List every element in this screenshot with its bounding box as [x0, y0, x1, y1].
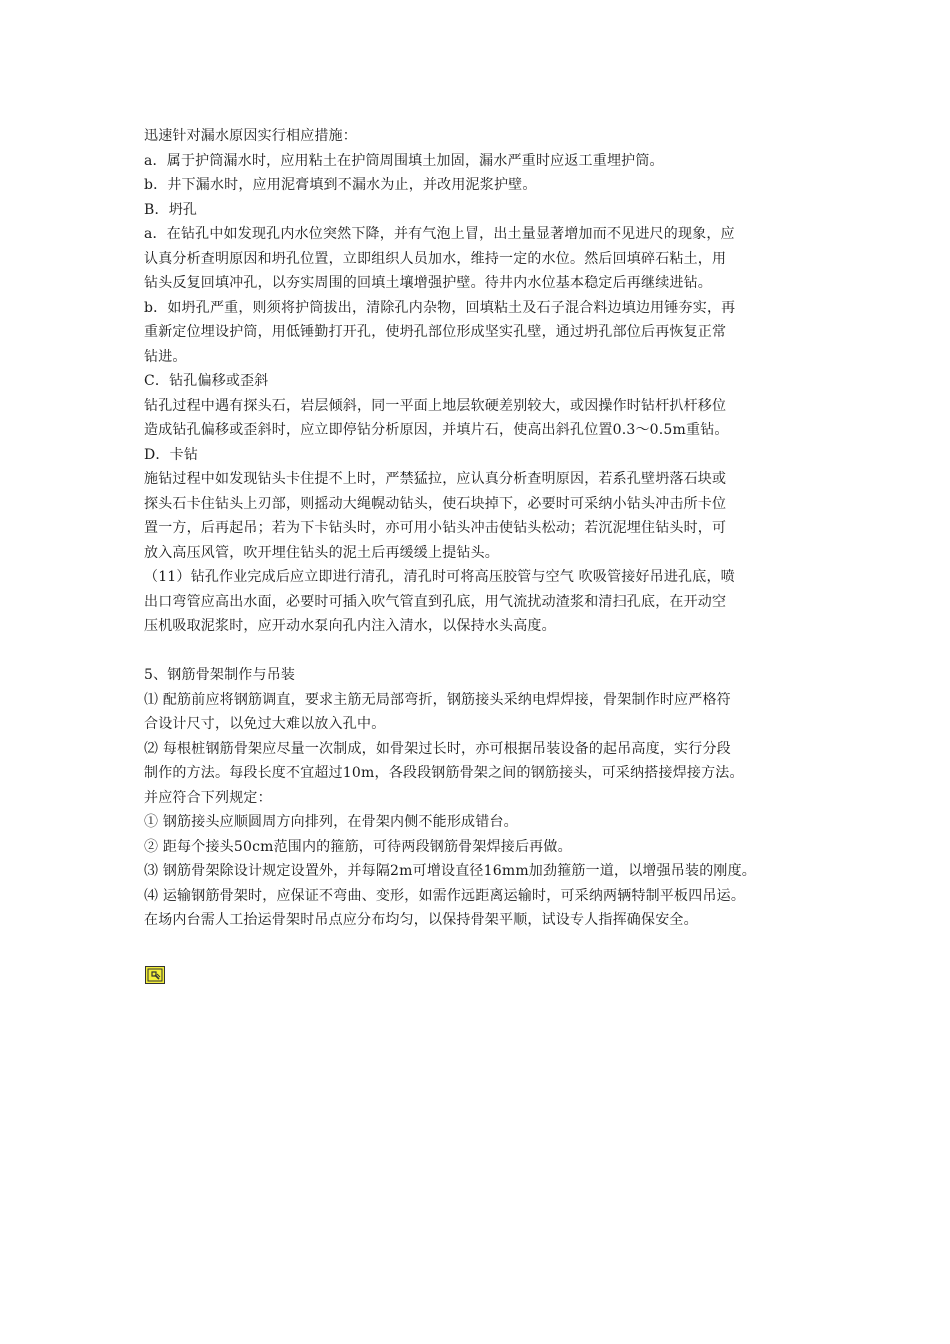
- text-line: ⑴ 配筋前应将钢筋调直，要求主筋无局部弯折，钢筋接头采纳电焊焊接，骨架制作时应严格符: [144, 691, 731, 708]
- text-line: 合设计尺寸，以免过大难以放入孔中。: [144, 716, 386, 732]
- text-line: ⑵ 每根桩钢筋骨架应尽量一次制成，如骨架过长时，亦可根据吊装设备的起吊高度，实行分段: [144, 740, 731, 757]
- text-line: 制作的方法。每段长度不宜超过10m，各段段钢筋骨架之间的钢筋接头，可采纳搭接焊接方法。: [144, 765, 744, 781]
- text-line: a．属于护筒漏水时，应用粘土在护筒周围填土加固，漏水严重时应返工重埋护筒。: [144, 152, 664, 169]
- text-line: 钻头反复回填冲孔，以夯实周围的回填土壤增强护壁。待井内水位基本稳定后再继续进钻。: [144, 275, 712, 291]
- text-line: b．如坍孔严重，则须将护筒拔出，清除孔内杂物，回填粘土及石子混合料边填边用锤夯实，再: [144, 299, 736, 316]
- text-line: 重新定位埋设护筒，用低锤勤打开孔，使坍孔部位形成坚实孔壁，通过坍孔部位后再恢复正常: [144, 324, 727, 340]
- text-line: ⑷ 运输钢筋骨架时，应保证不弯曲、变形，如需作远距离运输时，可采纳两辆特制平板四吊运。: [144, 887, 746, 904]
- text-block-rebar-cage: [144, 663, 824, 933]
- text-line: B．坍孔: [144, 201, 198, 218]
- text-line: ① 钢筋接头应顺圆周方向排列，在骨架内侧不能形成错台。: [144, 814, 518, 830]
- text-line: 认真分析查明原因和坍孔位置，立即组织人员加水，维持一定的水位。然后回填碎石粘土，用: [144, 250, 727, 267]
- text-line: ② 距每个接头50cm范围内的箍筋，可待两段钢筋骨架焊接后再做。: [144, 838, 572, 855]
- text-line: 迅速针对漏水原因实行相应措施：: [144, 128, 357, 144]
- text-line: 置一方，后再起吊；若为下卡钻头时，亦可用小钻头冲击使钻头松动；若沉泥埋住钻头时，可: [144, 520, 727, 536]
- text-line: 5、钢筋骨架制作与吊装: [144, 667, 296, 683]
- embedded-object-icon[interactable]: [145, 966, 165, 984]
- text-line: 钻进。: [144, 348, 187, 365]
- text-block-drilling-remedies: [144, 124, 824, 639]
- text-line: 造成钻孔偏移或歪斜时，应立即停钻分析原因，并填片石，使高出斜孔位置0.3～0.5m重钻。: [144, 422, 729, 438]
- text-line: D．卡钻: [144, 446, 199, 463]
- text-line: 出口弯管应高出水面，必要时可插入吹气管直到孔底，用气流扰动渣浆和清扫孔底，在开动空: [144, 593, 727, 610]
- text-line: 探头石卡住钻头上刃部，则摇动大绳幌动钻头，使石块掉下，必要时可采纳小钻头冲击所卡位: [144, 495, 727, 512]
- text-line: 压机吸取泥浆时，应开动水泵向孔内注入清水，以保持水头高度。: [144, 618, 556, 634]
- text-line: 放入高压风管，吹开埋住钻头的泥土后再缓缓上提钻头。: [144, 544, 499, 561]
- text-line: b．井下漏水时，应用泥膏填到不漏水为止，并改用泥浆护壁。: [144, 177, 537, 193]
- embedded-object-icon-graphic: [145, 966, 165, 984]
- text-line: 在场内台需人工抬运骨架时吊点应分布均匀，以保持骨架平顺，试设专人指挥确保安全。: [144, 912, 698, 928]
- text-line: 施钻过程中如发现钻头卡住提不上时，严禁猛拉，应认真分析查明原因，若系孔壁坍落石块或: [144, 471, 727, 487]
- text-line: a．在钻孔中如发现孔内水位突然下降，并有气泡上冒，出土量显著增加而不见进尺的现象，应: [144, 226, 735, 242]
- text-line: C．钻孔偏移或歪斜: [144, 373, 269, 389]
- text-line: （11）钻孔作业完成后应立即进行清孔，清孔时可将高压胶管与空气 吹吸管接好吊进孔底，喷: [144, 569, 735, 585]
- paragraph-gap: [144, 639, 824, 664]
- text-line: 钻孔过程中遇有探头石，岩层倾斜，同一平面上地层软硬差别较大，或因操作时钻杆扒杆移位: [144, 397, 727, 414]
- document-body: [144, 124, 824, 933]
- text-line: 并应符合下列规定：: [144, 789, 272, 806]
- text-line: ⑶ 钢筋骨架除设计规定设置外，并每隔2m可增设直径16mm加劲箍筋一道，以增强吊装的刚度。: [144, 863, 756, 879]
